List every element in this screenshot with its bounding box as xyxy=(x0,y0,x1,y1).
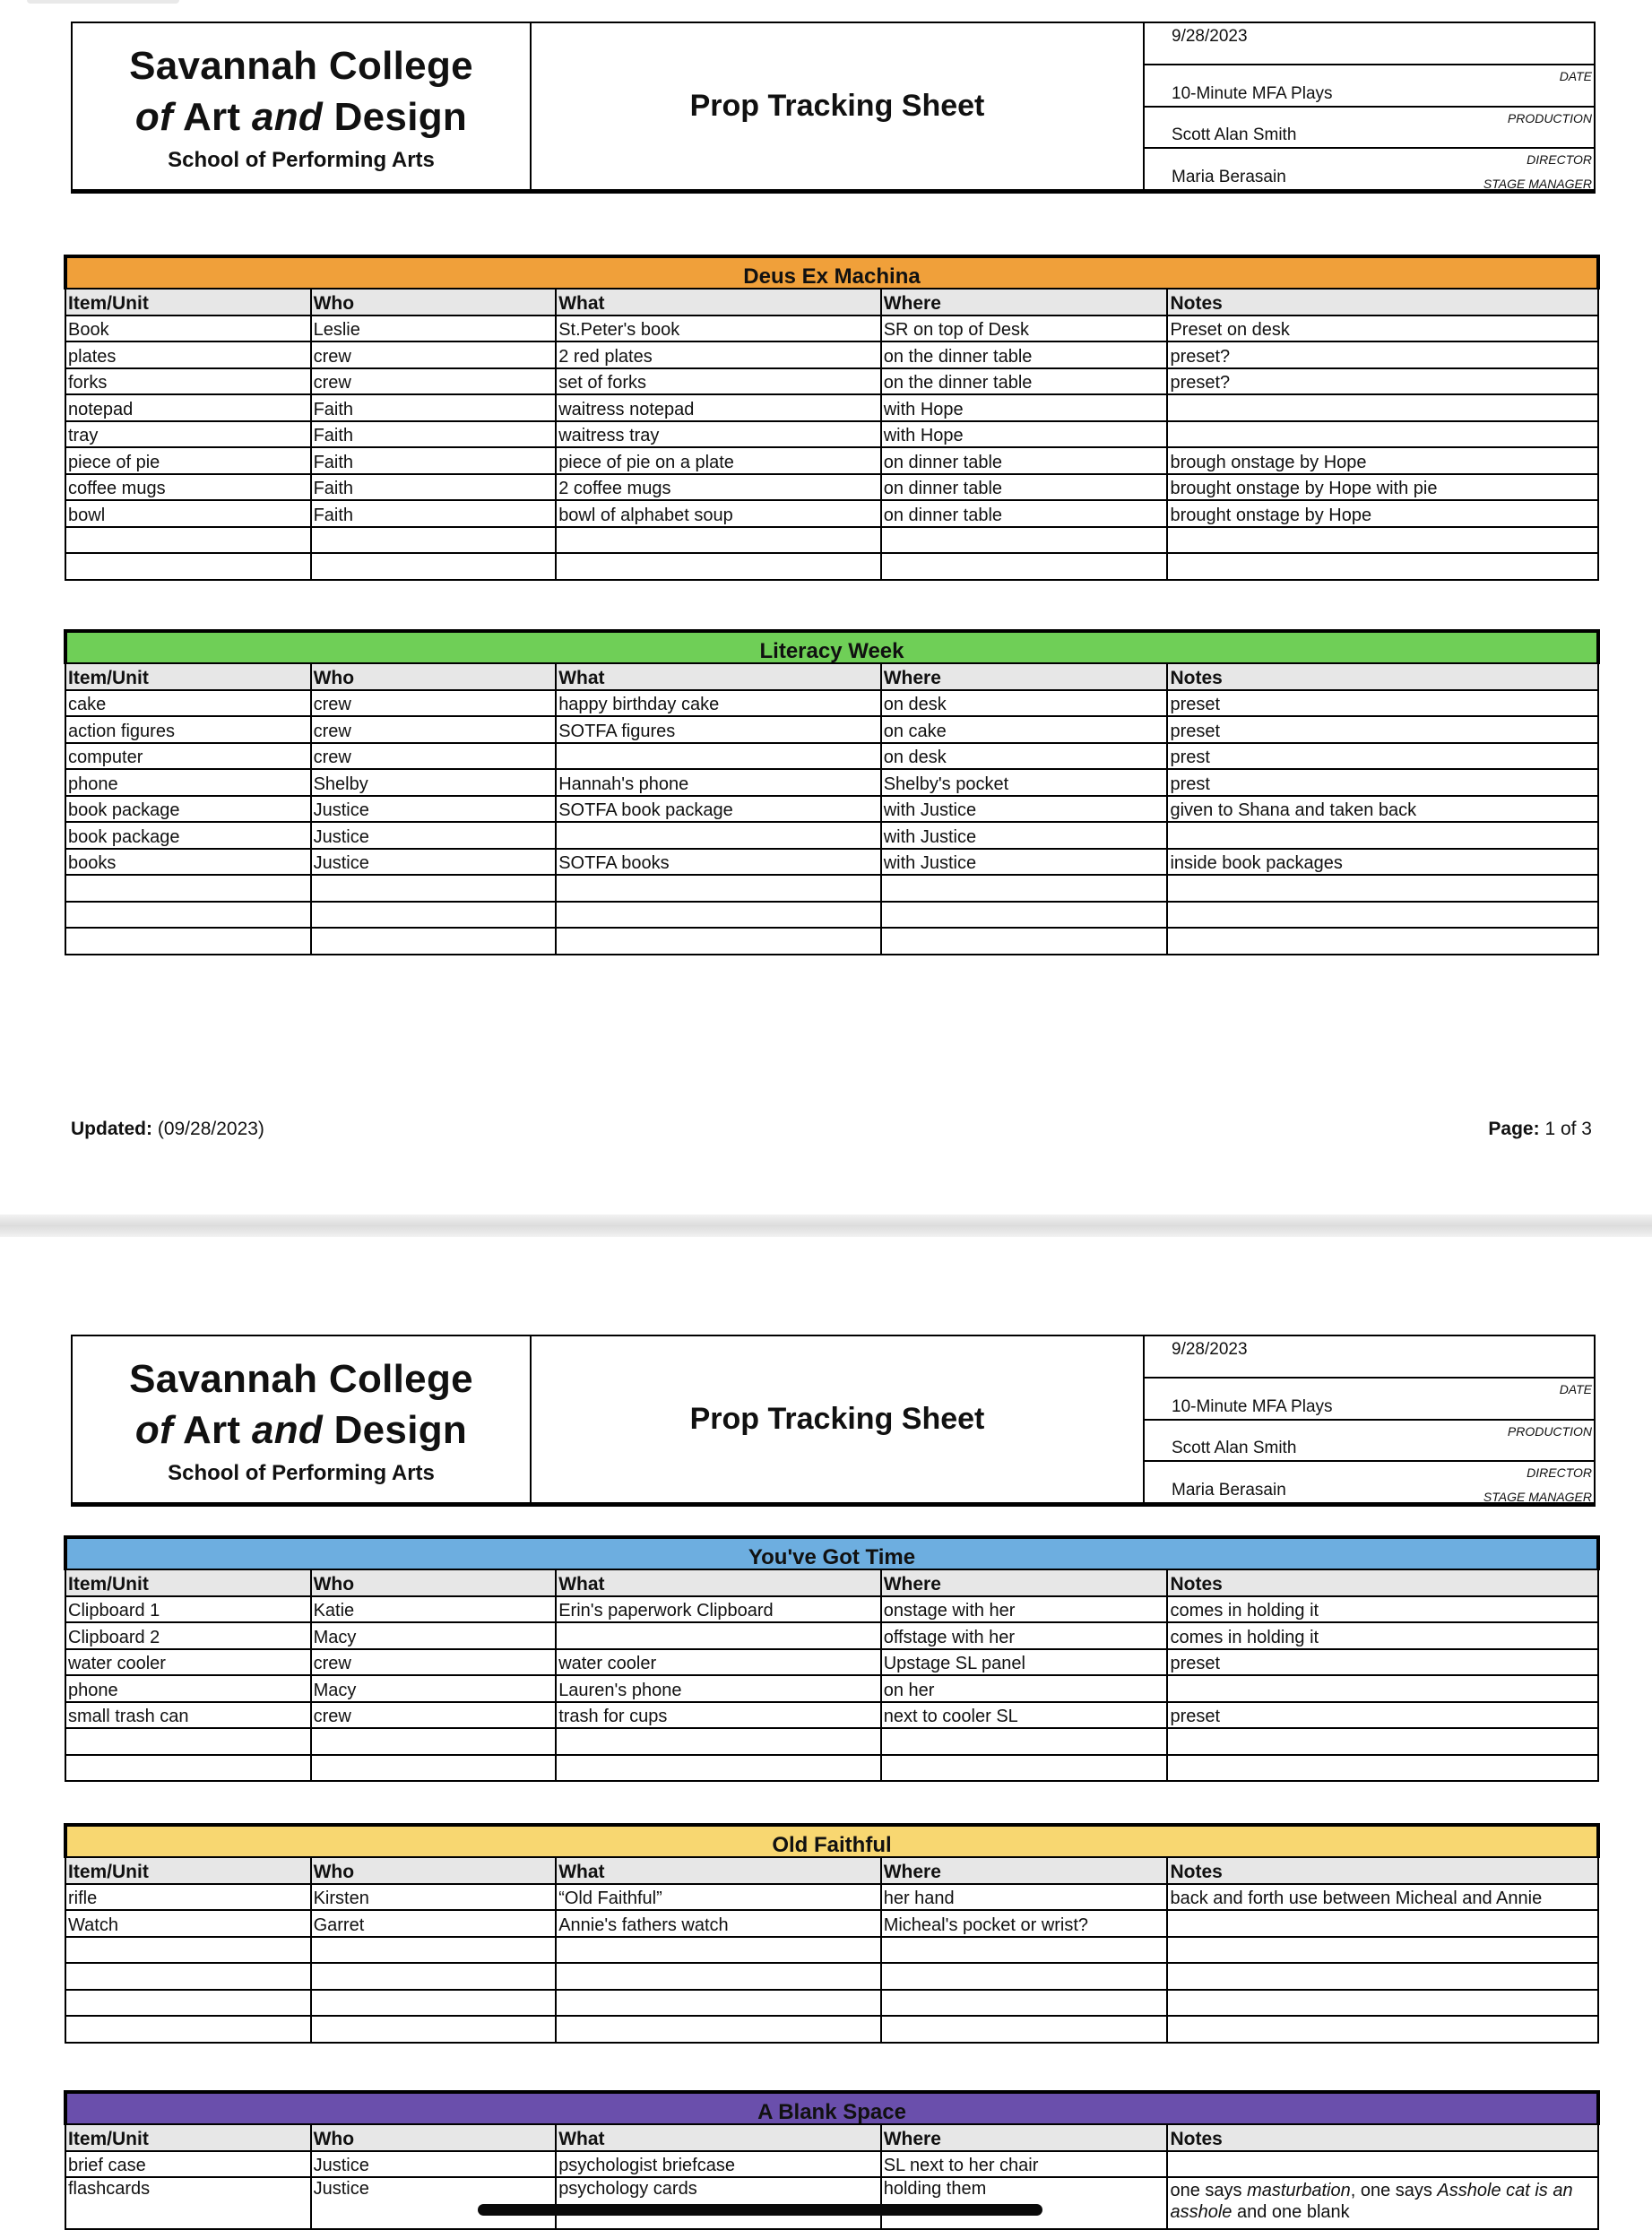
table-cell xyxy=(65,875,311,902)
table-cell xyxy=(881,1755,1168,1782)
table-title: Deus Ex Machina xyxy=(65,256,1598,289)
table-row xyxy=(65,1675,1598,1702)
table-row xyxy=(65,902,1598,929)
header-info xyxy=(1145,1336,1594,1502)
logo-line-1: Savannah College xyxy=(129,43,473,88)
sheet-header xyxy=(71,22,1596,194)
table-cell: on desk xyxy=(881,743,1168,770)
table-cell xyxy=(1167,2016,1598,2043)
column-header: Notes xyxy=(1167,663,1598,690)
column-header: Who xyxy=(311,663,557,690)
table-cell: preset? xyxy=(1167,368,1598,395)
table-cell xyxy=(311,553,557,580)
table-cell xyxy=(65,1728,311,1755)
column-header: Who xyxy=(311,2124,557,2151)
table-cell: Shelby xyxy=(311,769,557,796)
sheet-title: Prop Tracking Sheet xyxy=(532,1336,1145,1502)
table-cell: bowl xyxy=(65,500,311,527)
table-cell: on desk xyxy=(881,690,1168,717)
table-cell: brought onstage by Hope with pie xyxy=(1167,474,1598,501)
table-cell: on the dinner table xyxy=(881,341,1168,368)
table-cell xyxy=(65,1755,311,1782)
table-cell: Leslie xyxy=(311,315,557,342)
table-row xyxy=(65,421,1598,448)
table-cell: Faith xyxy=(311,500,557,527)
table-cell: onstage with her xyxy=(881,1596,1168,1623)
table-row xyxy=(65,2177,1598,2229)
table-cell: cake xyxy=(65,690,311,717)
table-cell xyxy=(881,1937,1168,1964)
table-row xyxy=(65,1622,1598,1649)
table-cell xyxy=(311,1990,557,2017)
table-cell: inside book packages xyxy=(1167,849,1598,876)
table-row xyxy=(65,474,1598,501)
table-cell: Annie's fathers watch xyxy=(556,1910,881,1937)
table-row xyxy=(65,743,1598,770)
production-value: 10-Minute MFA Plays xyxy=(1172,1396,1333,1416)
table-row xyxy=(65,1702,1598,1729)
table-cell: prest xyxy=(1167,743,1598,770)
production-label: PRODUCTION xyxy=(1507,110,1592,125)
table-row xyxy=(65,1910,1598,1937)
table-cell: Clipboard 2 xyxy=(65,1622,311,1649)
table-cell: trash for cups xyxy=(556,1702,881,1729)
table-old-faithful xyxy=(64,1823,1600,2044)
table-cell: crew xyxy=(311,743,557,770)
date-row xyxy=(1145,23,1594,83)
table-cell: given to Shana and taken back xyxy=(1167,796,1598,823)
column-header: Item/Unit xyxy=(65,1857,311,1884)
table-cell: with Justice xyxy=(881,822,1168,849)
table-cell xyxy=(1167,527,1598,554)
table-cell: phone xyxy=(65,769,311,796)
table-row xyxy=(65,1990,1598,2017)
logo-line-2: of Art and Design xyxy=(134,94,468,139)
table-cell: Faith xyxy=(311,474,557,501)
column-header: What xyxy=(556,289,881,315)
table-cell: Macy xyxy=(311,1622,557,1649)
school-logo xyxy=(73,1336,532,1502)
column-header: What xyxy=(556,663,881,690)
table-cell: forks xyxy=(65,368,311,395)
stage-manager-value: Maria Berasain xyxy=(1172,1481,1286,1500)
sheet-title: Prop Tracking Sheet xyxy=(532,23,1145,189)
table-row xyxy=(65,1728,1598,1755)
table-row xyxy=(65,1884,1598,1911)
table-cell xyxy=(311,902,557,929)
table-cell: one says masturbation, one says Asshole cat is an asshole and one blank xyxy=(1167,2177,1598,2229)
column-header: What xyxy=(556,2124,881,2151)
table-row xyxy=(65,2151,1598,2178)
director-row xyxy=(1145,108,1594,168)
table-cell: Micheal's pocket or wrist? xyxy=(881,1910,1168,1937)
table-title: You've Got Time xyxy=(65,1537,1598,1569)
table-row xyxy=(65,447,1598,474)
table-cell xyxy=(65,902,311,929)
table-cell xyxy=(556,902,881,929)
table-title: Literacy Week xyxy=(65,631,1598,663)
table-row xyxy=(65,368,1598,395)
table-cell xyxy=(881,1990,1168,2017)
column-header: Item/Unit xyxy=(65,289,311,315)
table-cell: water cooler xyxy=(65,1649,311,1676)
stage-manager-label: STAGE MANAGER xyxy=(1483,177,1592,191)
table-cell xyxy=(556,1755,881,1782)
table-cell xyxy=(65,928,311,955)
table-cell: action figures xyxy=(65,716,311,743)
table-cell: with Justice xyxy=(881,849,1168,876)
table-cell: Justice xyxy=(311,822,557,849)
table-cell: with Hope xyxy=(881,394,1168,421)
column-header: Where xyxy=(881,1569,1168,1596)
table-cell: crew xyxy=(311,368,557,395)
column-header: Where xyxy=(881,663,1168,690)
table-deus-ex-machina xyxy=(64,255,1600,581)
column-header: Notes xyxy=(1167,1857,1598,1884)
page-number: Page: 1 of 3 xyxy=(1488,1119,1592,1139)
table-cell xyxy=(1167,1990,1598,2017)
home-indicator[interactable] xyxy=(478,2204,1042,2216)
stage-manager-row xyxy=(1145,149,1594,189)
table-row xyxy=(65,849,1598,876)
table-title: Old Faithful xyxy=(65,1825,1598,1857)
table-cell xyxy=(556,1937,881,1964)
table-cell xyxy=(1167,2151,1598,2178)
table-cell: crew xyxy=(311,690,557,717)
table-cell xyxy=(311,2016,557,2043)
director-value: Scott Alan Smith xyxy=(1172,125,1297,145)
table-row xyxy=(65,527,1598,554)
date-value: 9/28/2023 xyxy=(1172,27,1248,46)
table-cell xyxy=(1167,1963,1598,1990)
date-label: DATE xyxy=(1559,1381,1592,1396)
table-cell: SOTFA book package xyxy=(556,796,881,823)
table-cell: preset xyxy=(1167,1702,1598,1729)
table-row xyxy=(65,716,1598,743)
table-cell: Justice xyxy=(311,849,557,876)
production-row xyxy=(1145,65,1594,125)
table-cell: Faith xyxy=(311,421,557,448)
table-cell xyxy=(65,553,311,580)
table-cell: SOTFA figures xyxy=(556,716,881,743)
table-cell: Garret xyxy=(311,1910,557,1937)
table-cell: Erin's paperwork Clipboard xyxy=(556,1596,881,1623)
table-cell: back and forth use between Micheal and Annie xyxy=(1167,1884,1598,1911)
table-title: A Blank Space xyxy=(65,2092,1598,2124)
column-header: What xyxy=(556,1857,881,1884)
table-row xyxy=(65,500,1598,527)
table-cell: Faith xyxy=(311,394,557,421)
updated-date: Updated: (09/28/2023) xyxy=(71,1119,264,1139)
table-cell: comes in holding it xyxy=(1167,1622,1598,1649)
table-cell: crew xyxy=(311,716,557,743)
table-cell: piece of pie on a plate xyxy=(556,447,881,474)
table-cell xyxy=(1167,1675,1598,1702)
table-cell: Faith xyxy=(311,447,557,474)
table-row xyxy=(65,394,1598,421)
table-cell: “Old Faithful” xyxy=(556,1884,881,1911)
table-row xyxy=(65,1649,1598,1676)
stage-manager-label: STAGE MANAGER xyxy=(1483,1490,1592,1504)
table-cell: crew xyxy=(311,1702,557,1729)
table-cell: prest xyxy=(1167,769,1598,796)
table-cell: on dinner table xyxy=(881,474,1168,501)
table-cell: Preset on desk xyxy=(1167,315,1598,342)
table-cell xyxy=(556,875,881,902)
table-cell: crew xyxy=(311,341,557,368)
table-cell xyxy=(556,1990,881,2017)
table-cell xyxy=(556,1622,881,1649)
table-cell: Clipboard 1 xyxy=(65,1596,311,1623)
table-cell: 2 coffee mugs xyxy=(556,474,881,501)
table-cell xyxy=(881,1963,1168,1990)
table-row xyxy=(65,796,1598,823)
table-cell: phone xyxy=(65,1675,311,1702)
page-corner-tab xyxy=(27,0,179,4)
table-cell: next to cooler SL xyxy=(881,1702,1168,1729)
table-literacy-week xyxy=(64,629,1600,955)
table-cell xyxy=(1167,1755,1598,1782)
table-cell xyxy=(311,527,557,554)
page-separator xyxy=(0,1214,1652,1237)
table-cell: preset xyxy=(1167,716,1598,743)
table-cell xyxy=(1167,1937,1598,1964)
column-header: Notes xyxy=(1167,1569,1598,1596)
table-cell: on cake xyxy=(881,716,1168,743)
column-header: Who xyxy=(311,1857,557,1884)
table-cell: psychologist briefcase xyxy=(556,2151,881,2178)
table-row xyxy=(65,769,1598,796)
table-cell xyxy=(556,1728,881,1755)
column-header: Item/Unit xyxy=(65,2124,311,2151)
director-value: Scott Alan Smith xyxy=(1172,1439,1297,1458)
table-cell: comes in holding it xyxy=(1167,1596,1598,1623)
table-cell xyxy=(65,1937,311,1964)
column-header: Notes xyxy=(1167,289,1598,315)
header-info xyxy=(1145,23,1594,189)
table-cell xyxy=(881,553,1168,580)
table-cell xyxy=(311,1963,557,1990)
table-row xyxy=(65,1937,1598,1964)
date-value: 9/28/2023 xyxy=(1172,1340,1248,1359)
table-cell xyxy=(1167,1910,1598,1937)
logo-subtitle: School of Performing Arts xyxy=(168,1460,435,1485)
director-row xyxy=(1145,1421,1594,1481)
table-cell: Macy xyxy=(311,1675,557,1702)
table-cell xyxy=(1167,902,1598,929)
production-label: PRODUCTION xyxy=(1507,1423,1592,1439)
table-cell: SR on top of Desk xyxy=(881,315,1168,342)
school-logo xyxy=(73,23,532,189)
table-cell: SL next to her chair xyxy=(881,2151,1168,2178)
table-row xyxy=(65,1755,1598,1782)
table-cell: brought onstage by Hope xyxy=(1167,500,1598,527)
table-cell xyxy=(556,743,881,770)
table-cell: Upstage SL panel xyxy=(881,1649,1168,1676)
table-cell: coffee mugs xyxy=(65,474,311,501)
table-cell: offstage with her xyxy=(881,1622,1168,1649)
table-cell: flashcards xyxy=(65,2177,311,2229)
stage-manager-value: Maria Berasain xyxy=(1172,168,1286,186)
table-cell: with Justice xyxy=(881,796,1168,823)
column-header: Item/Unit xyxy=(65,1569,311,1596)
table-cell: Watch xyxy=(65,1910,311,1937)
table-cell: Katie xyxy=(311,1596,557,1623)
table-cell xyxy=(881,2016,1168,2043)
column-header: Who xyxy=(311,1569,557,1596)
table-cell xyxy=(556,2016,881,2043)
table-cell xyxy=(311,928,557,955)
table-row xyxy=(65,315,1598,342)
director-label: DIRECTOR xyxy=(1527,1465,1592,1481)
table-cell: book package xyxy=(65,822,311,849)
column-header: Where xyxy=(881,1857,1168,1884)
table-cell: water cooler xyxy=(556,1649,881,1676)
table-cell: happy birthday cake xyxy=(556,690,881,717)
table-cell: bowl of alphabet soup xyxy=(556,500,881,527)
table-row xyxy=(65,1963,1598,1990)
table-cell xyxy=(556,822,881,849)
table-cell xyxy=(1167,1728,1598,1755)
table-cell: SOTFA books xyxy=(556,849,881,876)
table-cell: Justice xyxy=(311,796,557,823)
logo-line-2: of Art and Design xyxy=(134,1407,468,1452)
table-cell xyxy=(1167,928,1598,955)
production-row xyxy=(1145,1379,1594,1439)
table-cell: books xyxy=(65,849,311,876)
production-value: 10-Minute MFA Plays xyxy=(1172,83,1333,103)
table-cell xyxy=(311,1728,557,1755)
table-cell xyxy=(1167,553,1598,580)
table-cell: St.Peter's book xyxy=(556,315,881,342)
table-row xyxy=(65,553,1598,580)
table-cell xyxy=(1167,394,1598,421)
column-header: Where xyxy=(881,289,1168,315)
table-row xyxy=(65,822,1598,849)
table-row xyxy=(65,1596,1598,1623)
table-cell: set of forks xyxy=(556,368,881,395)
table-cell xyxy=(311,1937,557,1964)
table-cell xyxy=(65,1990,311,2017)
table-cell xyxy=(881,928,1168,955)
table-cell: plates xyxy=(65,341,311,368)
date-label: DATE xyxy=(1559,68,1592,83)
column-header: Who xyxy=(311,289,557,315)
table-cell: small trash can xyxy=(65,1702,311,1729)
table-cell: book package xyxy=(65,796,311,823)
table-cell xyxy=(556,553,881,580)
table-cell: 2 red plates xyxy=(556,341,881,368)
table-cell: Book xyxy=(65,315,311,342)
table-cell xyxy=(65,1963,311,1990)
table-cell xyxy=(881,527,1168,554)
table-cell xyxy=(881,875,1168,902)
column-header: Item/Unit xyxy=(65,663,311,690)
table-cell: Justice xyxy=(311,2151,557,2178)
table-cell: waitress tray xyxy=(556,421,881,448)
table-cell xyxy=(556,928,881,955)
table-cell xyxy=(65,2016,311,2043)
table-row xyxy=(65,928,1598,955)
table-cell xyxy=(881,1728,1168,1755)
table-cell: on her xyxy=(881,1675,1168,1702)
table-cell: on dinner table xyxy=(881,500,1168,527)
table-row xyxy=(65,875,1598,902)
sheet-header xyxy=(71,1335,1596,1507)
table-cell xyxy=(311,875,557,902)
table-youve-got-time xyxy=(64,1535,1600,1782)
table-cell: preset xyxy=(1167,690,1598,717)
table-cell xyxy=(65,527,311,554)
date-row xyxy=(1145,1336,1594,1396)
table-row xyxy=(65,341,1598,368)
table-cell xyxy=(1167,421,1598,448)
table-cell: holding them xyxy=(881,2177,1168,2229)
column-header: Notes xyxy=(1167,2124,1598,2151)
table-cell: crew xyxy=(311,1649,557,1676)
table-cell: notepad xyxy=(65,394,311,421)
table-cell: brough onstage by Hope xyxy=(1167,447,1598,474)
table-cell: computer xyxy=(65,743,311,770)
table-row xyxy=(65,690,1598,717)
table-cell xyxy=(311,1755,557,1782)
logo-line-1: Savannah College xyxy=(129,1356,473,1401)
table-cell: tray xyxy=(65,421,311,448)
table-cell: brief case xyxy=(65,2151,311,2178)
table-cell: her hand xyxy=(881,1884,1168,1911)
table-row xyxy=(65,2016,1598,2043)
table-cell xyxy=(1167,822,1598,849)
table-cell xyxy=(556,527,881,554)
table-cell: preset? xyxy=(1167,341,1598,368)
sheet-page-2 xyxy=(0,1237,1652,2230)
table-cell: preset xyxy=(1167,1649,1598,1676)
table-cell: on the dinner table xyxy=(881,368,1168,395)
logo-subtitle: School of Performing Arts xyxy=(168,147,435,172)
table-cell: Lauren's phone xyxy=(556,1675,881,1702)
table-cell xyxy=(556,1963,881,1990)
table-cell: Shelby's pocket xyxy=(881,769,1168,796)
table-cell xyxy=(881,902,1168,929)
table-cell: piece of pie xyxy=(65,447,311,474)
table-cell: waitress notepad xyxy=(556,394,881,421)
table-cell: rifle xyxy=(65,1884,311,1911)
table-cell: Hannah's phone xyxy=(556,769,881,796)
table-cell: Justice xyxy=(311,2177,557,2229)
stage-manager-row xyxy=(1145,1462,1594,1502)
table-cell: on dinner table xyxy=(881,447,1168,474)
column-header: Where xyxy=(881,2124,1168,2151)
director-label: DIRECTOR xyxy=(1527,152,1592,168)
table-cell: psychology cards xyxy=(556,2177,881,2229)
table-cell: Kirsten xyxy=(311,1884,557,1911)
table-cell: with Hope xyxy=(881,421,1168,448)
table-cell xyxy=(1167,875,1598,902)
column-header: What xyxy=(556,1569,881,1596)
